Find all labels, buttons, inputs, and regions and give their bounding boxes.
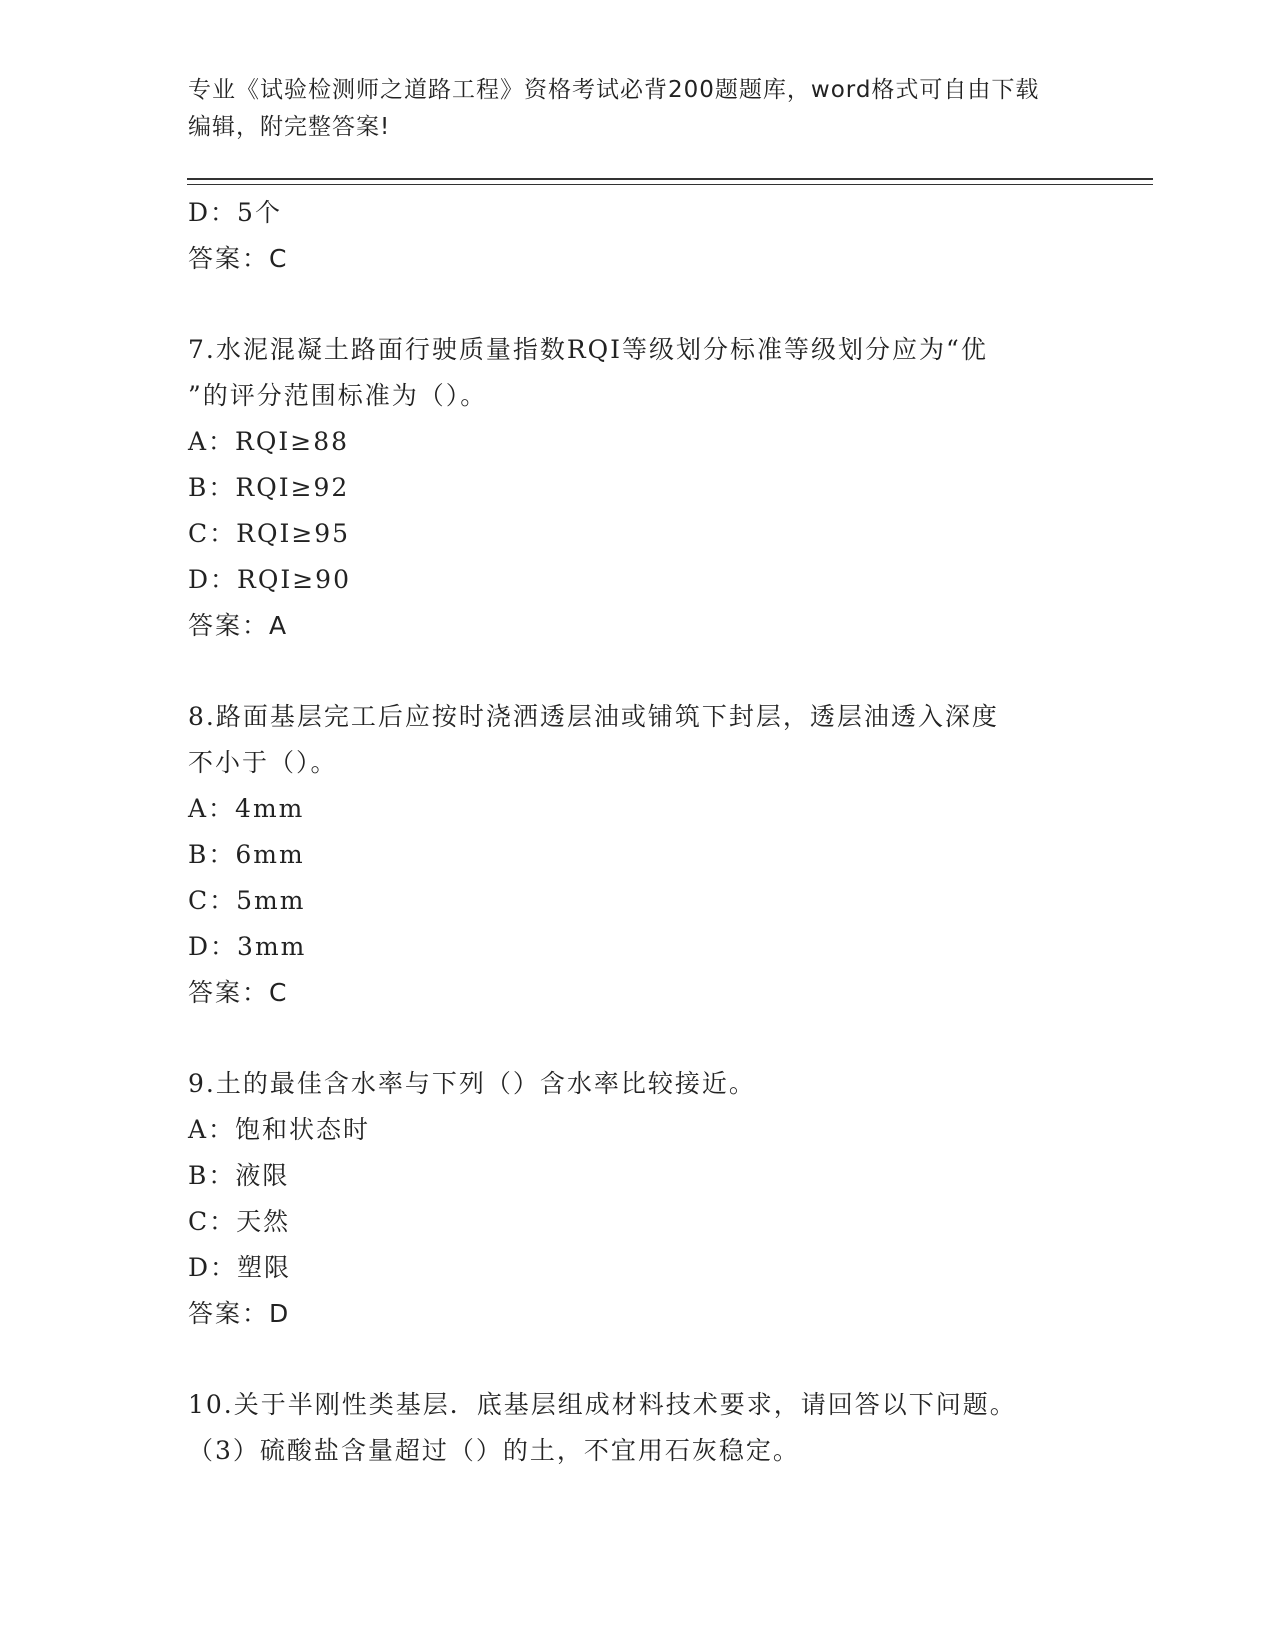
question-7-stem-line-2: ”的评分范围标准为（）。 [188, 381, 488, 410]
question-10 [188, 1382, 1088, 1474]
question-9-answer: 答案：D [188, 1299, 291, 1328]
question-8-stem-line-1: 8.路面基层完工后应按时浇洒透层油或铺筑下封层，透层油透入深度 [188, 702, 999, 731]
prev-option-d: D：5个 [188, 198, 282, 227]
question-9-option-c: C：天然 [188, 1207, 291, 1236]
question-9-option-d: D：塑限 [188, 1253, 292, 1282]
question-9-option-b: B：液限 [188, 1161, 290, 1190]
document-body [188, 190, 1088, 1474]
header-rule-thick [187, 178, 1153, 180]
header-title-line-2: 编辑，附完整答案! [188, 114, 391, 140]
spacer [188, 1016, 1088, 1061]
header-title-line-1: 专业《试验检测师之道路工程》资格考试必背200题题库，word格式可自由下载 [188, 77, 1040, 103]
question-7-stem-line-1: 7.水泥混凝土路面行驶质量指数RQI等级划分标准等级划分应为“优 [188, 335, 988, 364]
question-10-stem-line-1: 10.关于半刚性类基层．底基层组成材料技术要求，请回答以下问题。 [188, 1390, 1017, 1419]
question-8-option-c: C：5mm [188, 886, 306, 915]
question-8-option-d: D：3mm [188, 932, 307, 961]
question-7 [188, 327, 1088, 649]
question-8 [188, 694, 1088, 1016]
spacer [188, 1337, 1088, 1382]
spacer [188, 649, 1088, 694]
question-7-option-c: C：RQI≥95 [188, 519, 351, 548]
question-9-stem-line-1: 9.土的最佳含水率与下列（）含水率比较接近。 [188, 1069, 756, 1098]
question-7-option-a: A：RQI≥88 [188, 427, 350, 456]
question-9 [188, 1061, 1088, 1337]
question-8-answer: 答案：C [188, 978, 289, 1007]
question-8-option-b: B：6mm [188, 840, 305, 869]
question-7-answer: 答案：A [188, 611, 289, 640]
document-header [188, 72, 1068, 146]
question-7-option-b: B：RQI≥92 [188, 473, 350, 502]
question-9-option-a: A：饱和状态时 [188, 1115, 371, 1144]
question-10-stem-line-2: （3）硫酸盐含量超过（）的土，不宜用石灰稳定。 [188, 1436, 800, 1465]
question-8-stem-line-2: 不小于（）。 [188, 748, 338, 777]
question-7-option-d: D：RQI≥90 [188, 565, 351, 594]
spacer [188, 282, 1088, 327]
question-8-option-a: A：4mm [188, 794, 305, 823]
prev-answer: 答案：C [188, 244, 289, 273]
header-rule-thin [187, 184, 1153, 185]
